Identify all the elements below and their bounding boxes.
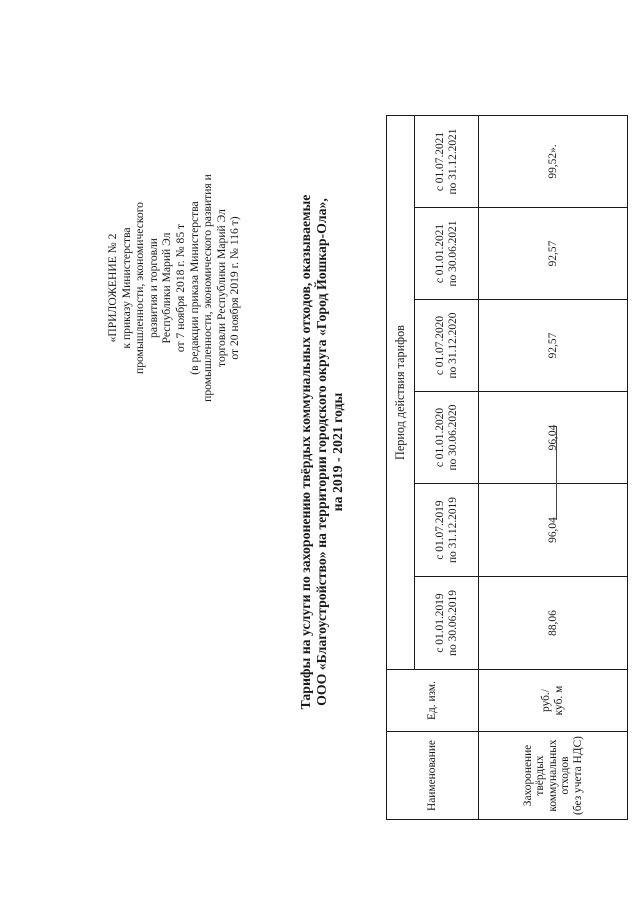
- row-unit: [479, 670, 628, 732]
- appendix-line: от 7 ноября 2018 г. № 85 т: [173, 223, 187, 353]
- period-to: по 30.06.2021: [446, 220, 459, 287]
- appendix-line: торговли Республики Марий Эл: [214, 209, 228, 367]
- period-from: с 01.01.2019: [433, 593, 446, 653]
- period-from: с 01.01.2021: [433, 223, 446, 284]
- tariff-table: [386, 115, 628, 820]
- title-line: Тарифы на услуги по захоронению твёрдых коммунальных отходов, оказываемые: [298, 194, 313, 710]
- row-name-line: твёрдых: [534, 755, 547, 796]
- period-header-cell: [415, 208, 479, 300]
- period-from: с 01.01.2020: [433, 407, 446, 468]
- period-header-cell: [415, 484, 479, 577]
- row-name-line: Захоронение: [521, 744, 534, 807]
- period-to: по 31.12.2019: [446, 497, 459, 563]
- row-name-line: коммунальных: [546, 739, 559, 812]
- period-from: с 01.07.2019: [433, 500, 446, 560]
- row-name-line: отходов: [559, 756, 572, 795]
- separator-line: [556, 426, 557, 520]
- tariff-value: 92,57: [479, 300, 628, 392]
- appendix-line: «ПРИЛОЖЕНИЕ № 2: [106, 233, 119, 343]
- appendix-line: к приказу Министерства: [119, 227, 133, 349]
- title-line: на 2019 - 2021 годы: [330, 392, 346, 512]
- tariff-value: 96,04: [479, 484, 628, 577]
- table-row: [479, 116, 628, 820]
- tariff-value: 88,06: [479, 577, 628, 670]
- title-line: ООО «Благоустройство» на территории городского округа «Город Йошкар-Ола»,: [314, 198, 330, 706]
- period-to: по 30.06.2020: [446, 404, 459, 471]
- period-header-cell: [415, 300, 479, 392]
- header-unit: Ед. изм.: [387, 670, 479, 732]
- period-to: по 30.06.2019: [446, 590, 459, 656]
- tariff-value: 92,57: [479, 208, 628, 300]
- tariff-value: 99,52».: [479, 116, 628, 208]
- period-to: по 31.12.2020: [446, 312, 459, 379]
- period-header-cell: [415, 392, 479, 484]
- period-from: с 01.07.2020: [433, 315, 446, 376]
- appendix-line: (в редакции приказа Министерства: [187, 201, 201, 375]
- tariff-value: 96,04: [479, 392, 628, 484]
- row-name-line: (без учета НДС): [571, 736, 584, 815]
- period-from: с 01.07.2021: [433, 131, 446, 192]
- period-header-cell: [415, 577, 479, 670]
- appendix-line: промышленности, экономического развития и: [201, 174, 215, 402]
- appendix-header: [106, 158, 242, 418]
- row-unit-line: руб./: [540, 689, 553, 712]
- row-name: [479, 732, 628, 820]
- appendix-line: от 20 ноября 2019 г. № 116 т): [228, 216, 242, 360]
- period-header-cell: [415, 116, 479, 208]
- header-period: Период действия тарифов: [387, 116, 415, 670]
- appendix-line: развития и торговли: [146, 238, 160, 338]
- appendix-line: Республики Марий Эл: [160, 232, 174, 344]
- row-unit-line: куб. м: [553, 685, 565, 716]
- header-name: Наименование: [387, 732, 479, 820]
- appendix-line: промышленности, экономического: [133, 202, 147, 374]
- document-title: [298, 0, 347, 904]
- period-to: по 31.12.2021: [446, 128, 459, 195]
